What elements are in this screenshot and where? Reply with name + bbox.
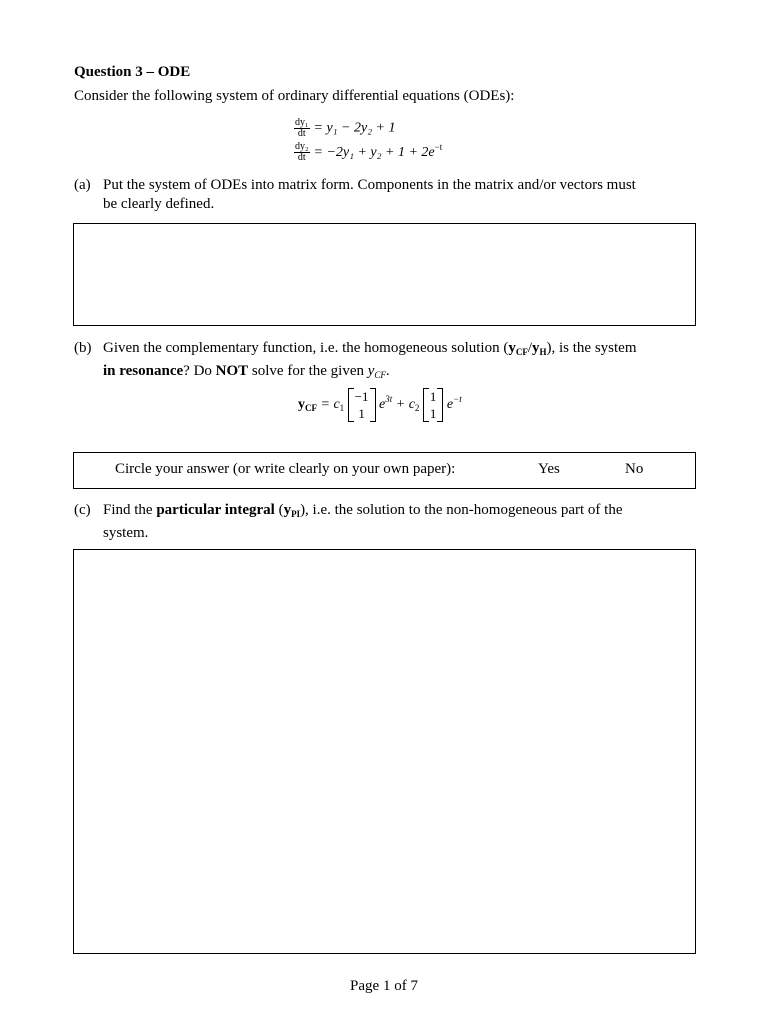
vector-2: 1 1 (423, 388, 444, 422)
part-b-text-line2: in resonance? Do NOT solve for the given $y_{CF}$. (103, 363, 390, 380)
circle-answer-prompt: Circle your answer (or write clearly on your own paper): (115, 461, 456, 477)
part-b-text-line1: Given the complementary function, i.e. the homogeneous solution $(y_{CF}/y_H)$, is the system (103, 340, 637, 357)
equation-2: $\frac{\text{dy₂}}{dt}$ = $-2y_1 + y_2 + 1 + 2e^{-t}$ (295, 141, 443, 164)
part-a-text-line2: be clearly defined. (103, 196, 215, 212)
part-a-answer-box[interactable] (73, 223, 696, 326)
ode-system (0, 118, 768, 168)
part-b-prompt (74, 339, 696, 385)
part-b-answer-box (73, 452, 696, 489)
question-intro: Consider the following system of ordinary differential equations (ODEs): (74, 88, 515, 104)
part-a-prompt (74, 176, 696, 214)
complementary-function-formula: $y_{CF} = c_1$ −1 1 $e^{3t} + c_2$ 1 1 $e^{-t}$ (298, 389, 462, 421)
equation-2-rhs: = −2y₁ + y₂ + 1 + 2e (313, 145, 435, 160)
derivative-dy1-dt: $\frac{\text{dy₁}}{dt}$ (295, 117, 309, 139)
part-b-label: (b) (74, 340, 92, 356)
part-c-text-line2: system. (103, 525, 149, 541)
part-c-prompt (74, 501, 696, 543)
equation-1 (294, 118, 396, 139)
derivative-dy2-dt: $\frac{\text{dy₂}}{dt}$ (295, 141, 309, 164)
equation-1-rhs: = y₁ − 2y₂ + 1 (313, 120, 396, 136)
part-c-text-line1: Find the particular integral $(y_{PI})$, i.e. the solution to the non-homogeneous part of the (103, 502, 623, 519)
vector-1: −1 1 (348, 388, 376, 422)
option-yes[interactable]: Yes (538, 461, 560, 477)
part-a-text-line1: Put the system of ODEs into matrix form. Components in the matrix and/or vectors must (103, 177, 636, 193)
part-c-label: (c) (74, 502, 91, 518)
part-a-label: (a) (74, 177, 91, 193)
option-no[interactable]: No (625, 461, 644, 477)
question-title: Question 3 – ODE (74, 64, 191, 80)
page-number: Page 1 of 7 (350, 978, 418, 994)
part-c-answer-box[interactable] (73, 549, 696, 954)
